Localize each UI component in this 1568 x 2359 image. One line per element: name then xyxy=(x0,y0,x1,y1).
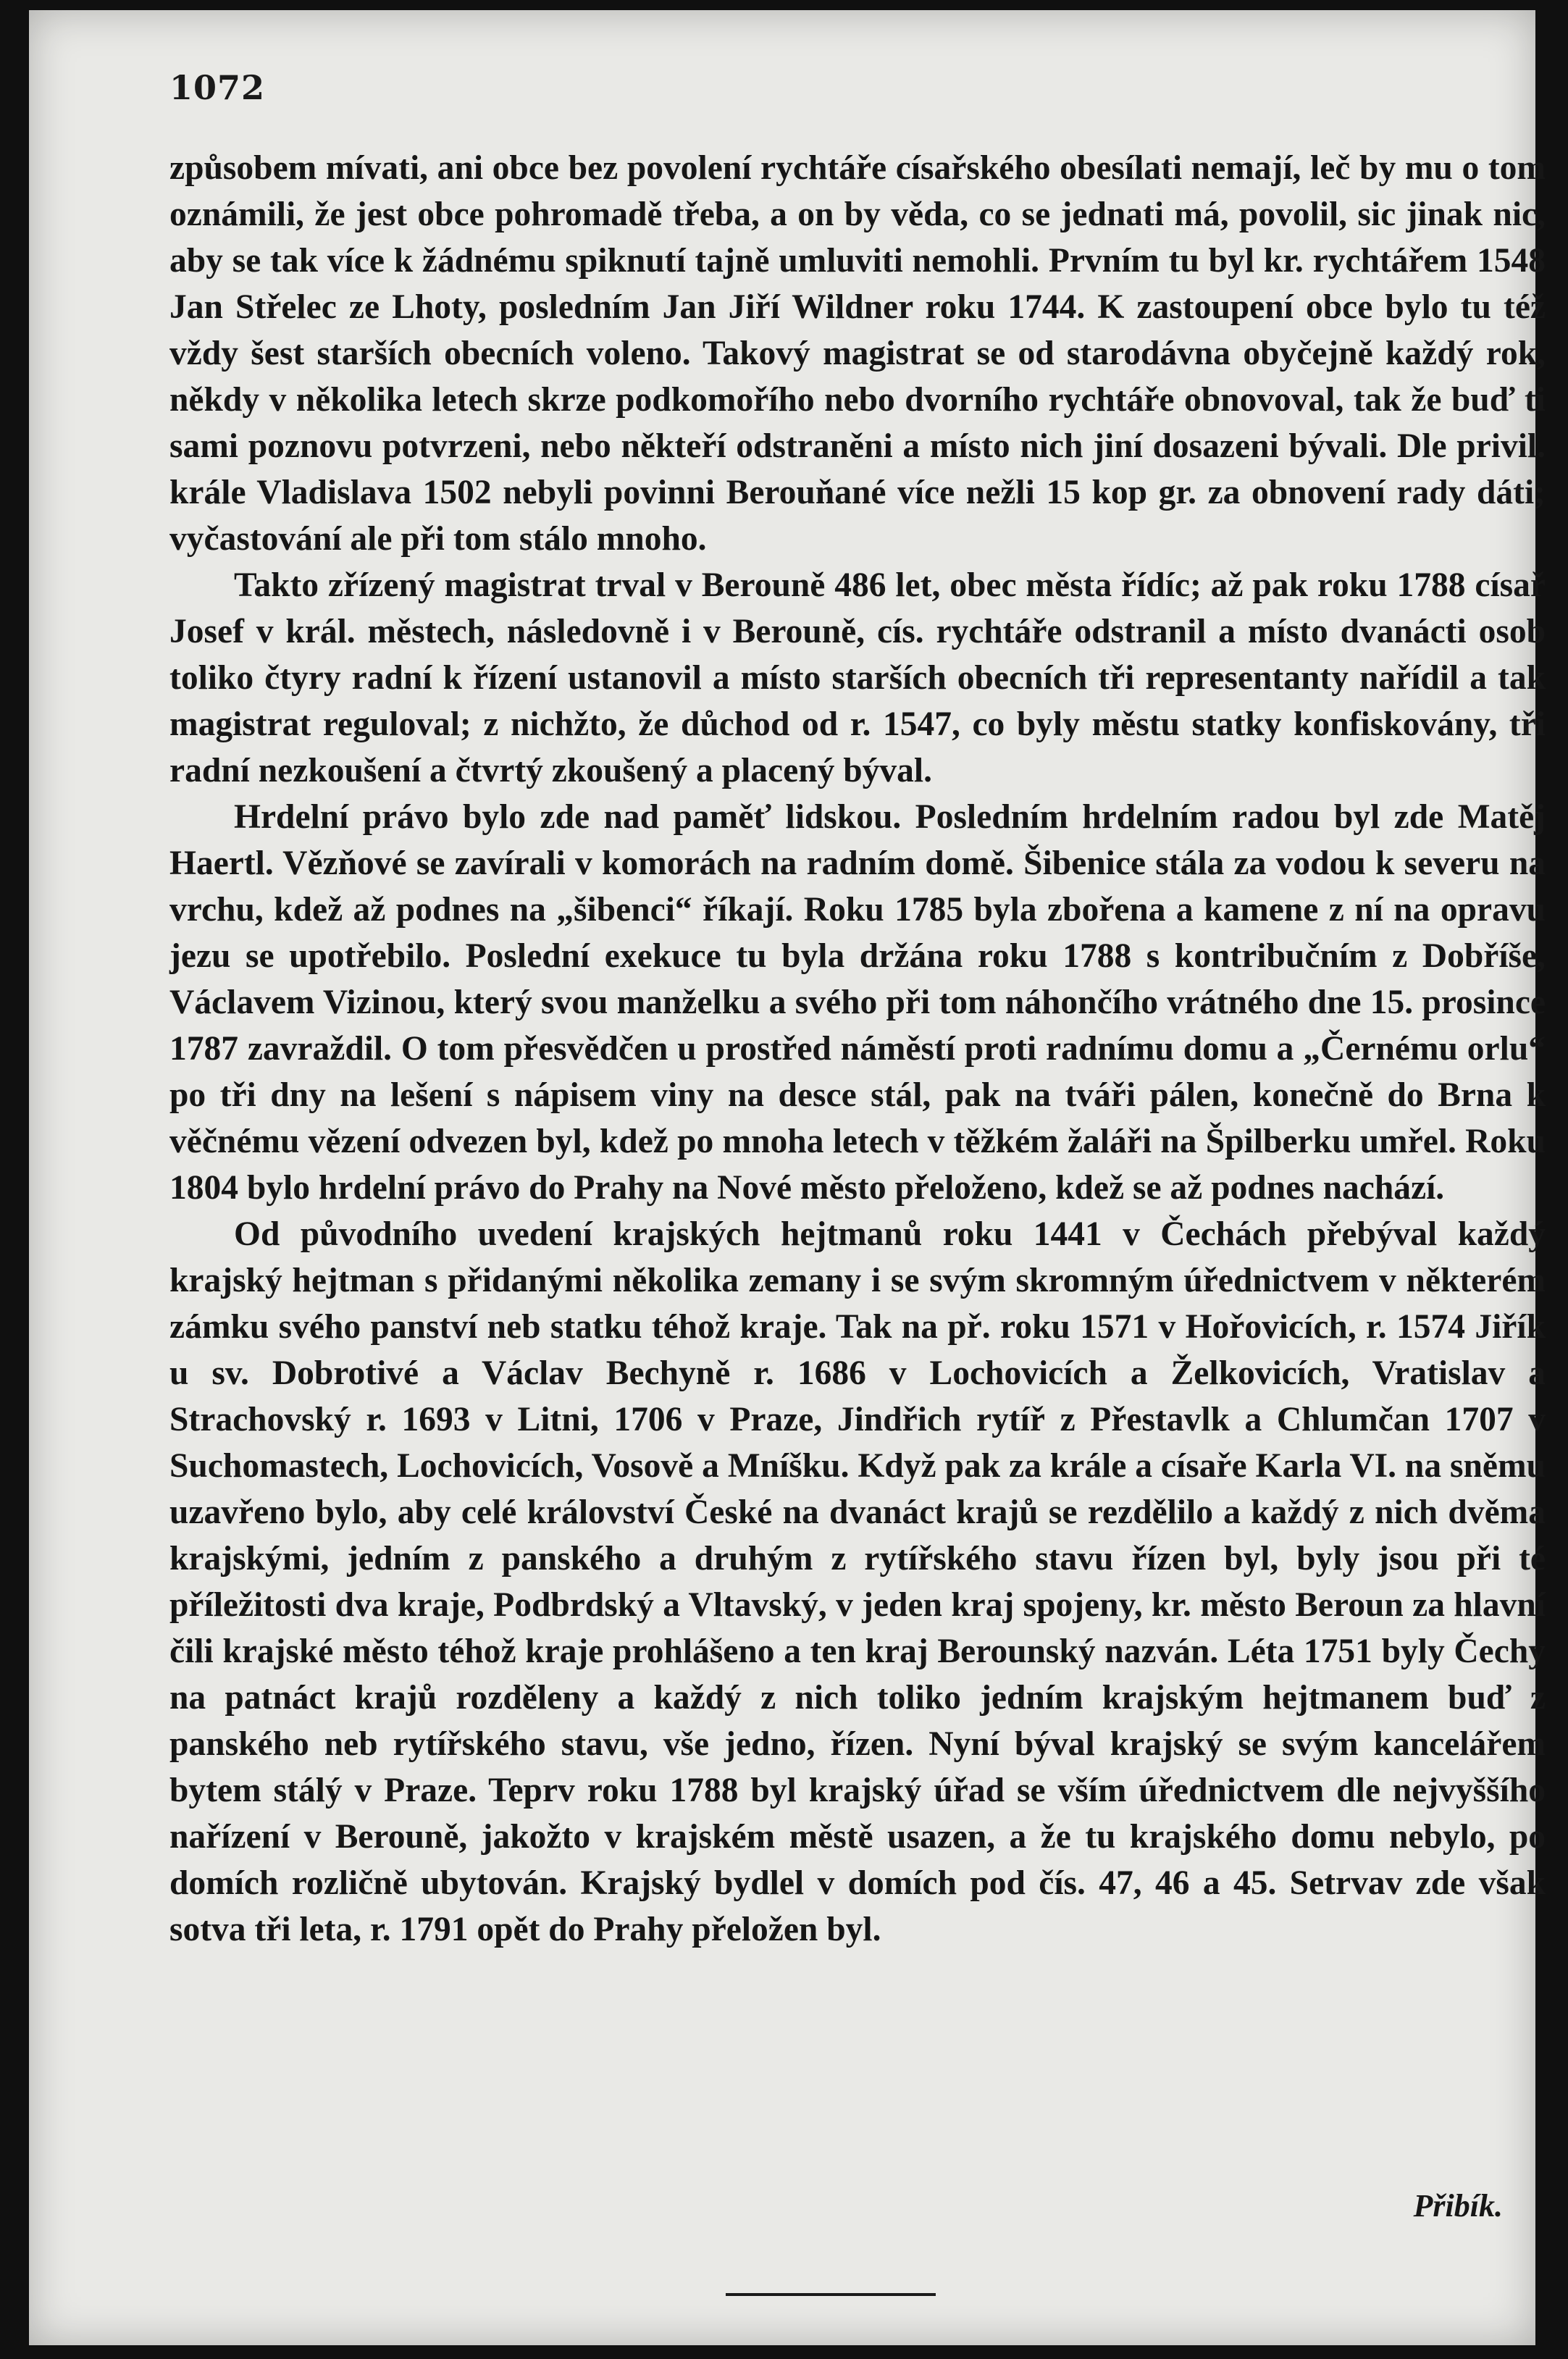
paragraph-continuation: způsobem mívati, ani obce bez povolení rychtáře císařského obesílati nemají, leč by mu o tom oznámili, že jest obce pohromadě třeba, a on by věda, co se jednati má, povolil, sic jinak nic, aby se tak více k žádnému spiknutí tajně umluviti nemohli. Prvním tu byl kr. rychtářem 1548 Jan Střelec ze Lhoty, posledním Jan Jiří Wildner roku 1744. K zastoupení obce bylo tu též vždy šest starších obecních voleno. Takový magistrat se od starodávna obyčejně každý rok, někdy v několika letech skrze podkomořího nebo dvorního rychtáře obnovoval, tak že buď ti sami poznovu potvrzeni, nebo někteří odstraněni a místo nich jiní dosazeni bývali. Dle privil. krále Vladislava 1502 nebyli povinni Berouňané více nežli 15 kop gr. za obnovení rady dáti; vyčastování ale při tom stálo mnoho. xyxy=(169,149,1546,558)
end-rule xyxy=(726,2293,936,2296)
author-signature: Přibík. xyxy=(1413,2188,1503,2224)
page-number: 1072 xyxy=(169,68,266,107)
paragraph-hrdelni-pravo: Hrdelní právo bylo zde nad paměť lidskou. Posledním hrdelním radou byl zde Matěj Haertl. Vězňové se zavírali v komorách na radním domě. Šibenice stála za vodou k severu na vrchu, kdež až podnes na „šibenci“ říkají. Roku 1785 byla zbořena a kamene z ní na opravu jezu se upotřebilo. Poslední exekuce tu byla držána roku 1788 s kontribučním z Dobříše, Václavem Vizinou, který svou manželku a svého při tom náhončího vrátného dne 15. prosince 1787 zavraždil. O tom přesvědčen u prostřed náměstí proti radnímu domu a „Černému orlu“ po tři dny na lešení s nápisem viny na desce stál, pak na tváři pálen, konečně do Brna k věčnému vězení odvezen byl, kdež po mnoha letech v těžkém žaláři na Špilberku umřel. Roku 1804 bylo hrdelní právo do Prahy na Nové město přeloženo, kdež se až podnes nachází. xyxy=(169,798,1546,1207)
paragraph-magistrat: Takto zřízený magistrat trval v Berouně 486 let, obec města řídíc; až pak roku 1788 císař Josef v král. městech, následovně i v Berouně, cís. rychtáře odstranil a místo dvanácti osob toliko čtyry radní k řízení ustanovil a místo starších obecních tři representanty nařídil a tak magistrat reguloval; z nichžto, že důchod od r. 1547, co byly městu statky konfiskovány, tři radní nezkoušení a čtvrtý zkoušený a placený býval. xyxy=(169,566,1546,789)
paragraph-krajsti-hejtmane: Od původního uvedení krajských hejtmanů roku 1441 v Čechách přebýval každý krajský hejtman s přidanými několika zemany i se svým skromným úřednictvem v některém zámku svého panství neb statku téhož kraje. Tak na př. roku 1571 v Hořovicích, r. 1574 Jiřík u sv. Dobrotivé a Václav Bechyně r. 1686 v Lochovicích a Želkovicích, Vratislav a Strachovský r. 1693 v Litni, 1706 v Praze, Jindřich rytíř z Přestavlk a Chlumčan 1707 v Suchomastech, Lochovicích, Vosově a Mníšku. Když pak za krále a císaře Karla VI. na sněmu uzavřeno bylo, aby celé království České na dvanáct krajů se rezdělilo a každý z nich dvěma krajskými, jedním z panského a druhým z rytířského stavu řízen byl, byly jsou při té příležitosti dva kraje, Podbrdský a Vltavský, v jeden kraj spojeny, kr. město Beroun za hlavní čili krajské město téhož kraje prohlášeno a ten kraj Berounský nazván. Léta 1751 byly Čechy na patnáct krajů rozděleny a každý z nich toliko jedním krajským hejtmanem buď z panského neb rytířského stavu, vše jedno, řízen. Nyní býval krajský se svým kancelářem bytem stálý v Praze. Teprv roku 1788 byl krajský úřad se vším úřednictvem dle nejvyššího nařízení v Berouně, jakožto v krajském městě usazen, a že tu krajského domu nebylo, po domích rozličně ubytován. Krajský bydlel v domích pod čís. 47, 46 a 45. Setrvav zde však sotva tři leta, r. 1791 opět do Prahy přeložen byl. xyxy=(169,1215,1546,1948)
document-page xyxy=(29,10,1546,2345)
body-text xyxy=(169,145,1546,1953)
